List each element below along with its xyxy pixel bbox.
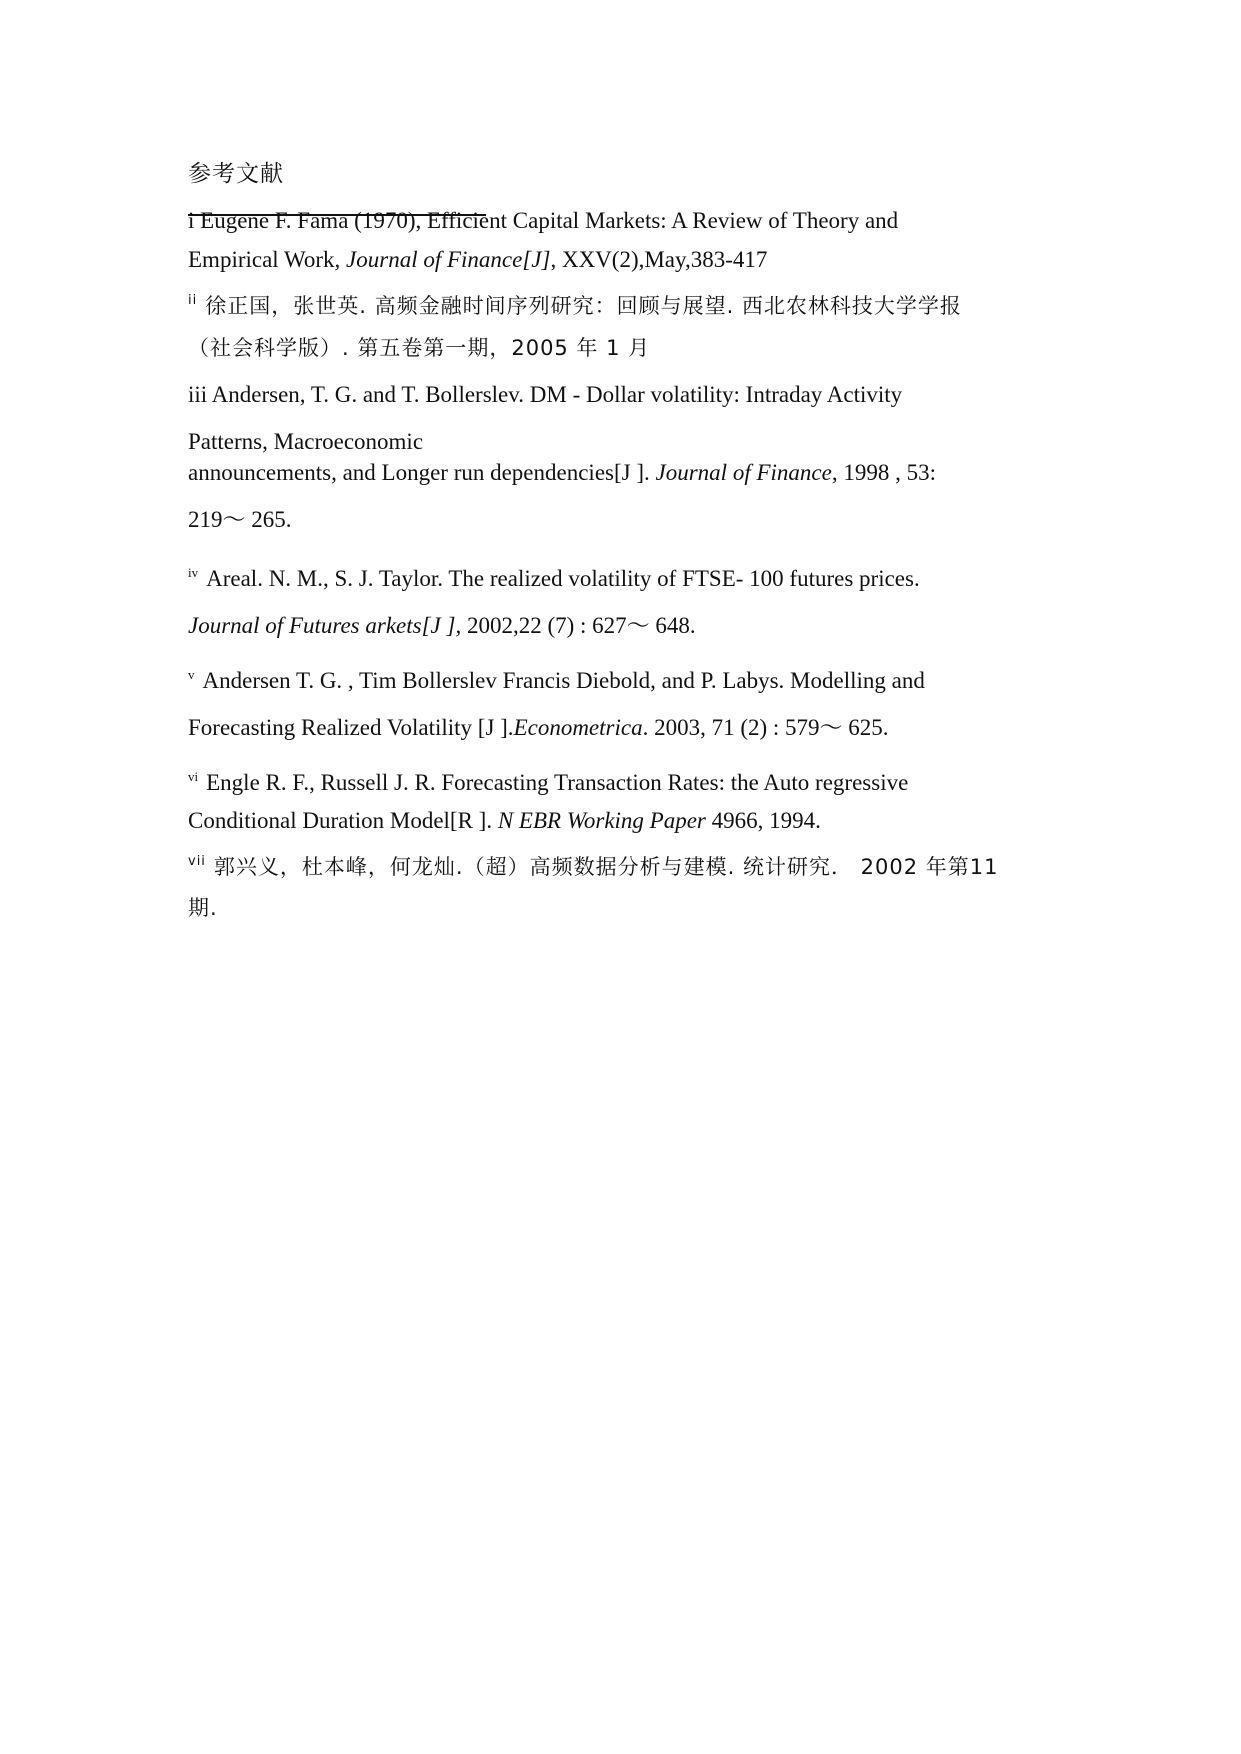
reference-ii-line-1: $^{ii}$ 徐正国，张世英. 高频金融时间序列研究：回顾与展望. 西北农林科技大学学报	[188, 293, 962, 318]
journal-title: Econometrica	[513, 715, 643, 740]
reference-vii-line-1: $^{vii}$ 郭兴义，杜本峰，何龙灿.（超）高频数据分析与建模. 统计研究． 2002 年第11	[188, 854, 999, 879]
reference-v-line-1: $^v$ Andersen T. G. , Tim Bollerslev Francis Diebold, and P. Labys. Modelling and	[188, 667, 925, 693]
reference-vi-line-2: Conditional Duration Model[R ]. N EBR Working Paper 4966, 1994.	[188, 808, 821, 833]
reference-marker: iii	[188, 382, 208, 407]
reference-iii-line-3: announcements, and Longer run dependencies[J ]. Journal of Finance, 1998 , 53:	[188, 460, 936, 485]
reference-v-line-2: Forecasting Realized Volatility [J ].Econometrica. 2003, 71 (2) : 579～ 625.	[188, 715, 889, 740]
reference-vi-line-1: $^{vi}$ Engle R. F., Russell J. R. Forecasting Transaction Rates: the Auto regressive	[188, 769, 909, 795]
reference-i-line-1: i Eugene F. Fama (1970), Efficient Capital Markets: A Review of Theory and	[188, 208, 899, 233]
reference-vii-line-2: 期.	[188, 896, 218, 920]
reference-iii-line-2: Patterns, Macroeconomic	[188, 429, 424, 454]
reference-marker: vii	[188, 854, 206, 869]
reference-iii-line-1: iii Andersen, T. G. and T. Bollerslev. DM - Dollar volatility: Intraday Activity	[188, 382, 903, 407]
reference-iv-line-2: Journal of Futures arkets[J ], 2002,22 (7) : 627～ 648.	[188, 613, 696, 638]
reference-marker: ii	[188, 293, 198, 308]
journal-title: N EBR Working Paper	[497, 808, 706, 833]
reference-marker: i	[188, 208, 195, 233]
reference-iv-line-1: $^{iv}$ Areal. N. M., S. J. Taylor. The realized volatility of FTSE- 100 futures prices.	[188, 565, 920, 591]
reference-marker: v	[188, 667, 195, 682]
reference-i-line-2: Empirical Work, Journal of Finance[J], XXV(2),May,383-417	[188, 247, 768, 272]
journal-title: Journal of Finance	[655, 460, 832, 485]
journal-title: Journal of Futures arkets[J ],	[188, 613, 462, 638]
references-heading: 参考文献	[188, 161, 284, 187]
reference-marker: iv	[188, 565, 199, 580]
journal-title: Journal of Finance[J]	[346, 247, 551, 272]
reference-iii-line-4: 219～ 265.	[188, 507, 292, 532]
reference-marker: vi	[188, 769, 199, 784]
reference-ii-line-2: （社会科学版）. 第五卷第一期，2005 年 1 月	[188, 336, 651, 360]
